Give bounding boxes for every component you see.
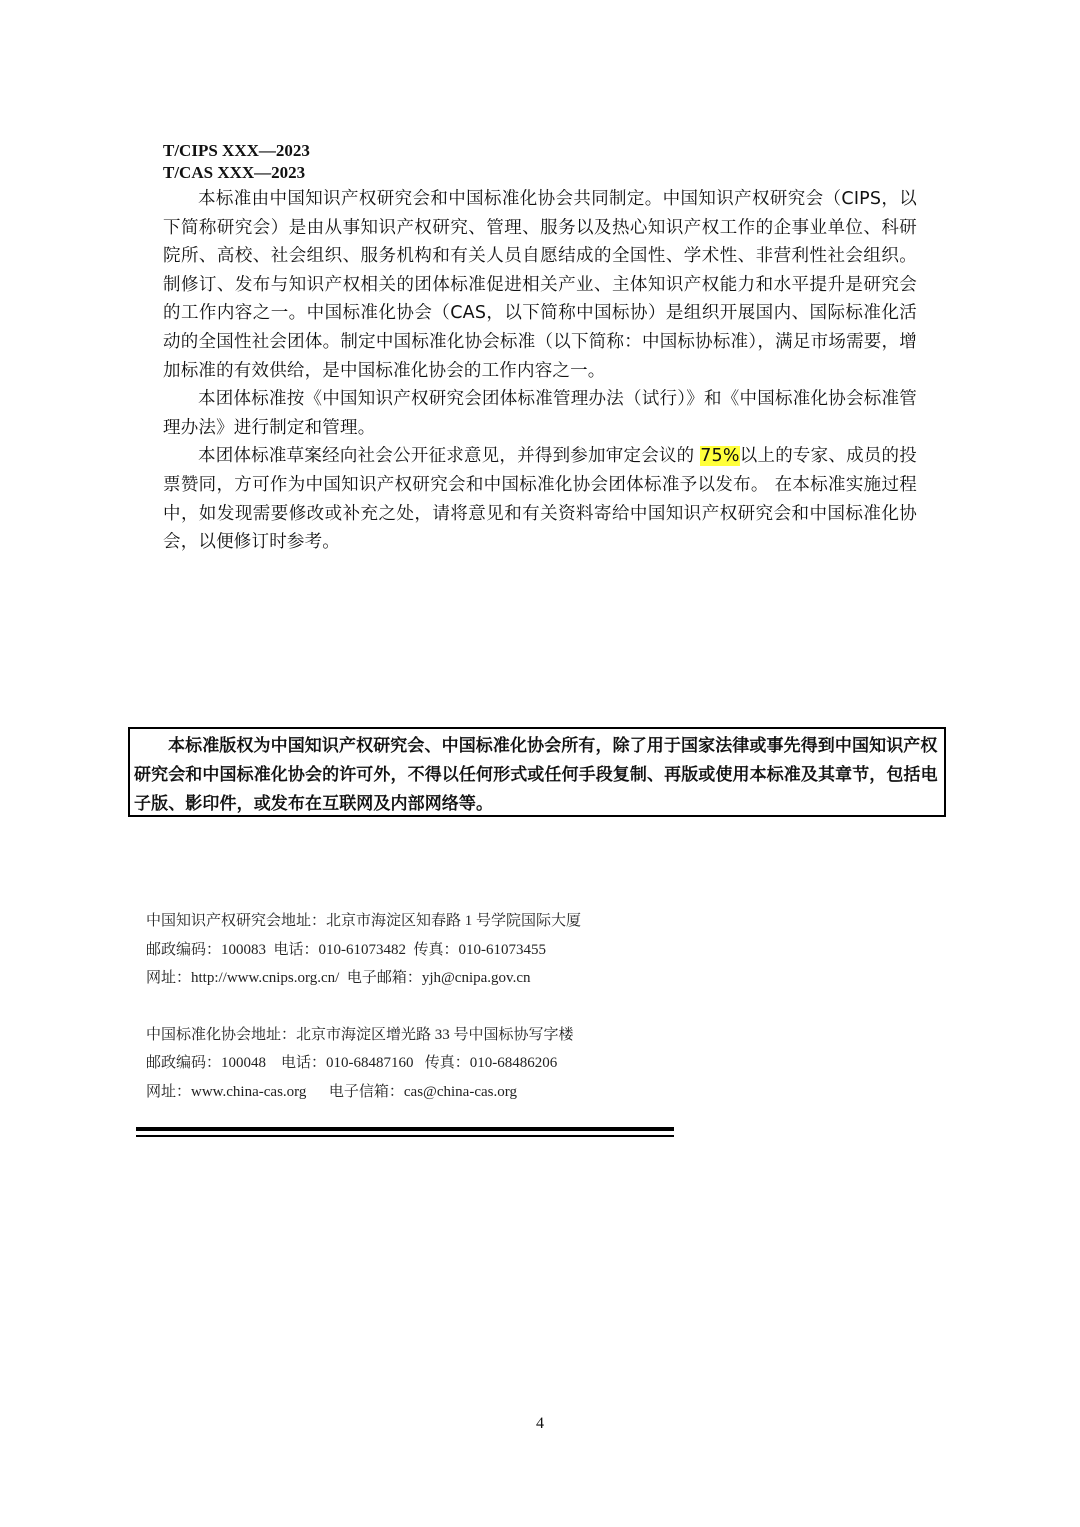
foreword-paragraph-3 <box>163 442 917 556</box>
cips-standard-code: T/CIPS XXX—2023 <box>163 141 310 160</box>
cas-postal-phone-fax: 邮政编码：100048 电话：010-68487160 传真：010-68486206 <box>146 1055 558 1072</box>
double-rule-bottom <box>136 1135 674 1137</box>
cas-standard-code: T/CAS XXX—2023 <box>163 163 306 182</box>
foreword-paragraph-2: 本团体标准按《中国知识产权研究会团体标准管理办法（试行）》和《中国标准化协会标准管 理办法》进行制定和管理。 <box>163 389 917 438</box>
cas-website-email: 网址：www.china-cas.org 电子信箱：cas@china-cas.org <box>146 1083 517 1100</box>
standard-codes <box>163 140 310 184</box>
cips-website-email: 网址：http://www.cnips.org.cn/ 电子邮箱：yjh@cnipa.gov.cn <box>146 970 531 987</box>
double-rule-top <box>136 1127 674 1131</box>
foreword-paragraph-1: 本标准由中国知识产权研究会和中国标准化协会共同制定。中国知识产权研究会（CIPS，以下简称研究会）是由从事知识产权研究、管理、服务以及热心知识产权工作的企事业单位、科研院所、高校、社会组织、服务机构和有关人员自愿结成的全国性、学术性、非营利性社会组织。制修订、发布与知识产权相关的团体标准促进相关产业、主体知识产权能力和水平提升是研究会的工作内容之一。中国标准化协会（CAS，以下简称中国标协）是组织开展国内、国际标准化活动的全国性社会团体。制定中国标准化协会标准（以下简称：中国标协标准），满足市场需要，增加标准的有效供给，是中国标准化协会的工作内容之一。 <box>163 189 917 381</box>
cips-postal-phone-fax: 邮政编码：100083 电话：010-61073482 传真：010-61073455 <box>146 941 546 958</box>
cas-address: 中国标准化协会地址：北京市海淀区增光路 33 号中国标协写字楼 <box>146 1026 574 1043</box>
copyright-notice-box: 本标准版权为中国知识产权研究会、中国标准化协会所有，除了用于国家法律或事先得到中国知识产权研究会和中国标准化协会的许可外，不得以任何形式或任何手段复制、再版或使用本标准及其章节，包括电子版、影印件，或发布在互联网及内部网络等。 <box>128 727 946 817</box>
cips-address: 中国知识产权研究会地址：北京市海淀区知春路 1 号学院国际大厦 <box>146 913 582 929</box>
contact-spacer <box>146 993 581 1021</box>
page-number: 4 <box>536 1415 544 1432</box>
contact-info <box>146 907 581 1107</box>
paragraph-3-tail: 以上的专家、成员的投票赞同，方可作为中国知识产权研究会和中国标准化协会团体标准予以发布。 在本标准实施过程中，如发现需要修改或补充之处，请将意见和有关资料寄给中国知识产权研究会和中国标准化协会，以便修订时参考。 <box>163 446 917 553</box>
foreword-body <box>163 185 917 557</box>
paragraph-3-lead: 本团体标准草案经向社会公开征求意见，并得到参加审定会议的 <box>198 446 701 467</box>
highlighted-percentage: 75% <box>700 446 740 467</box>
